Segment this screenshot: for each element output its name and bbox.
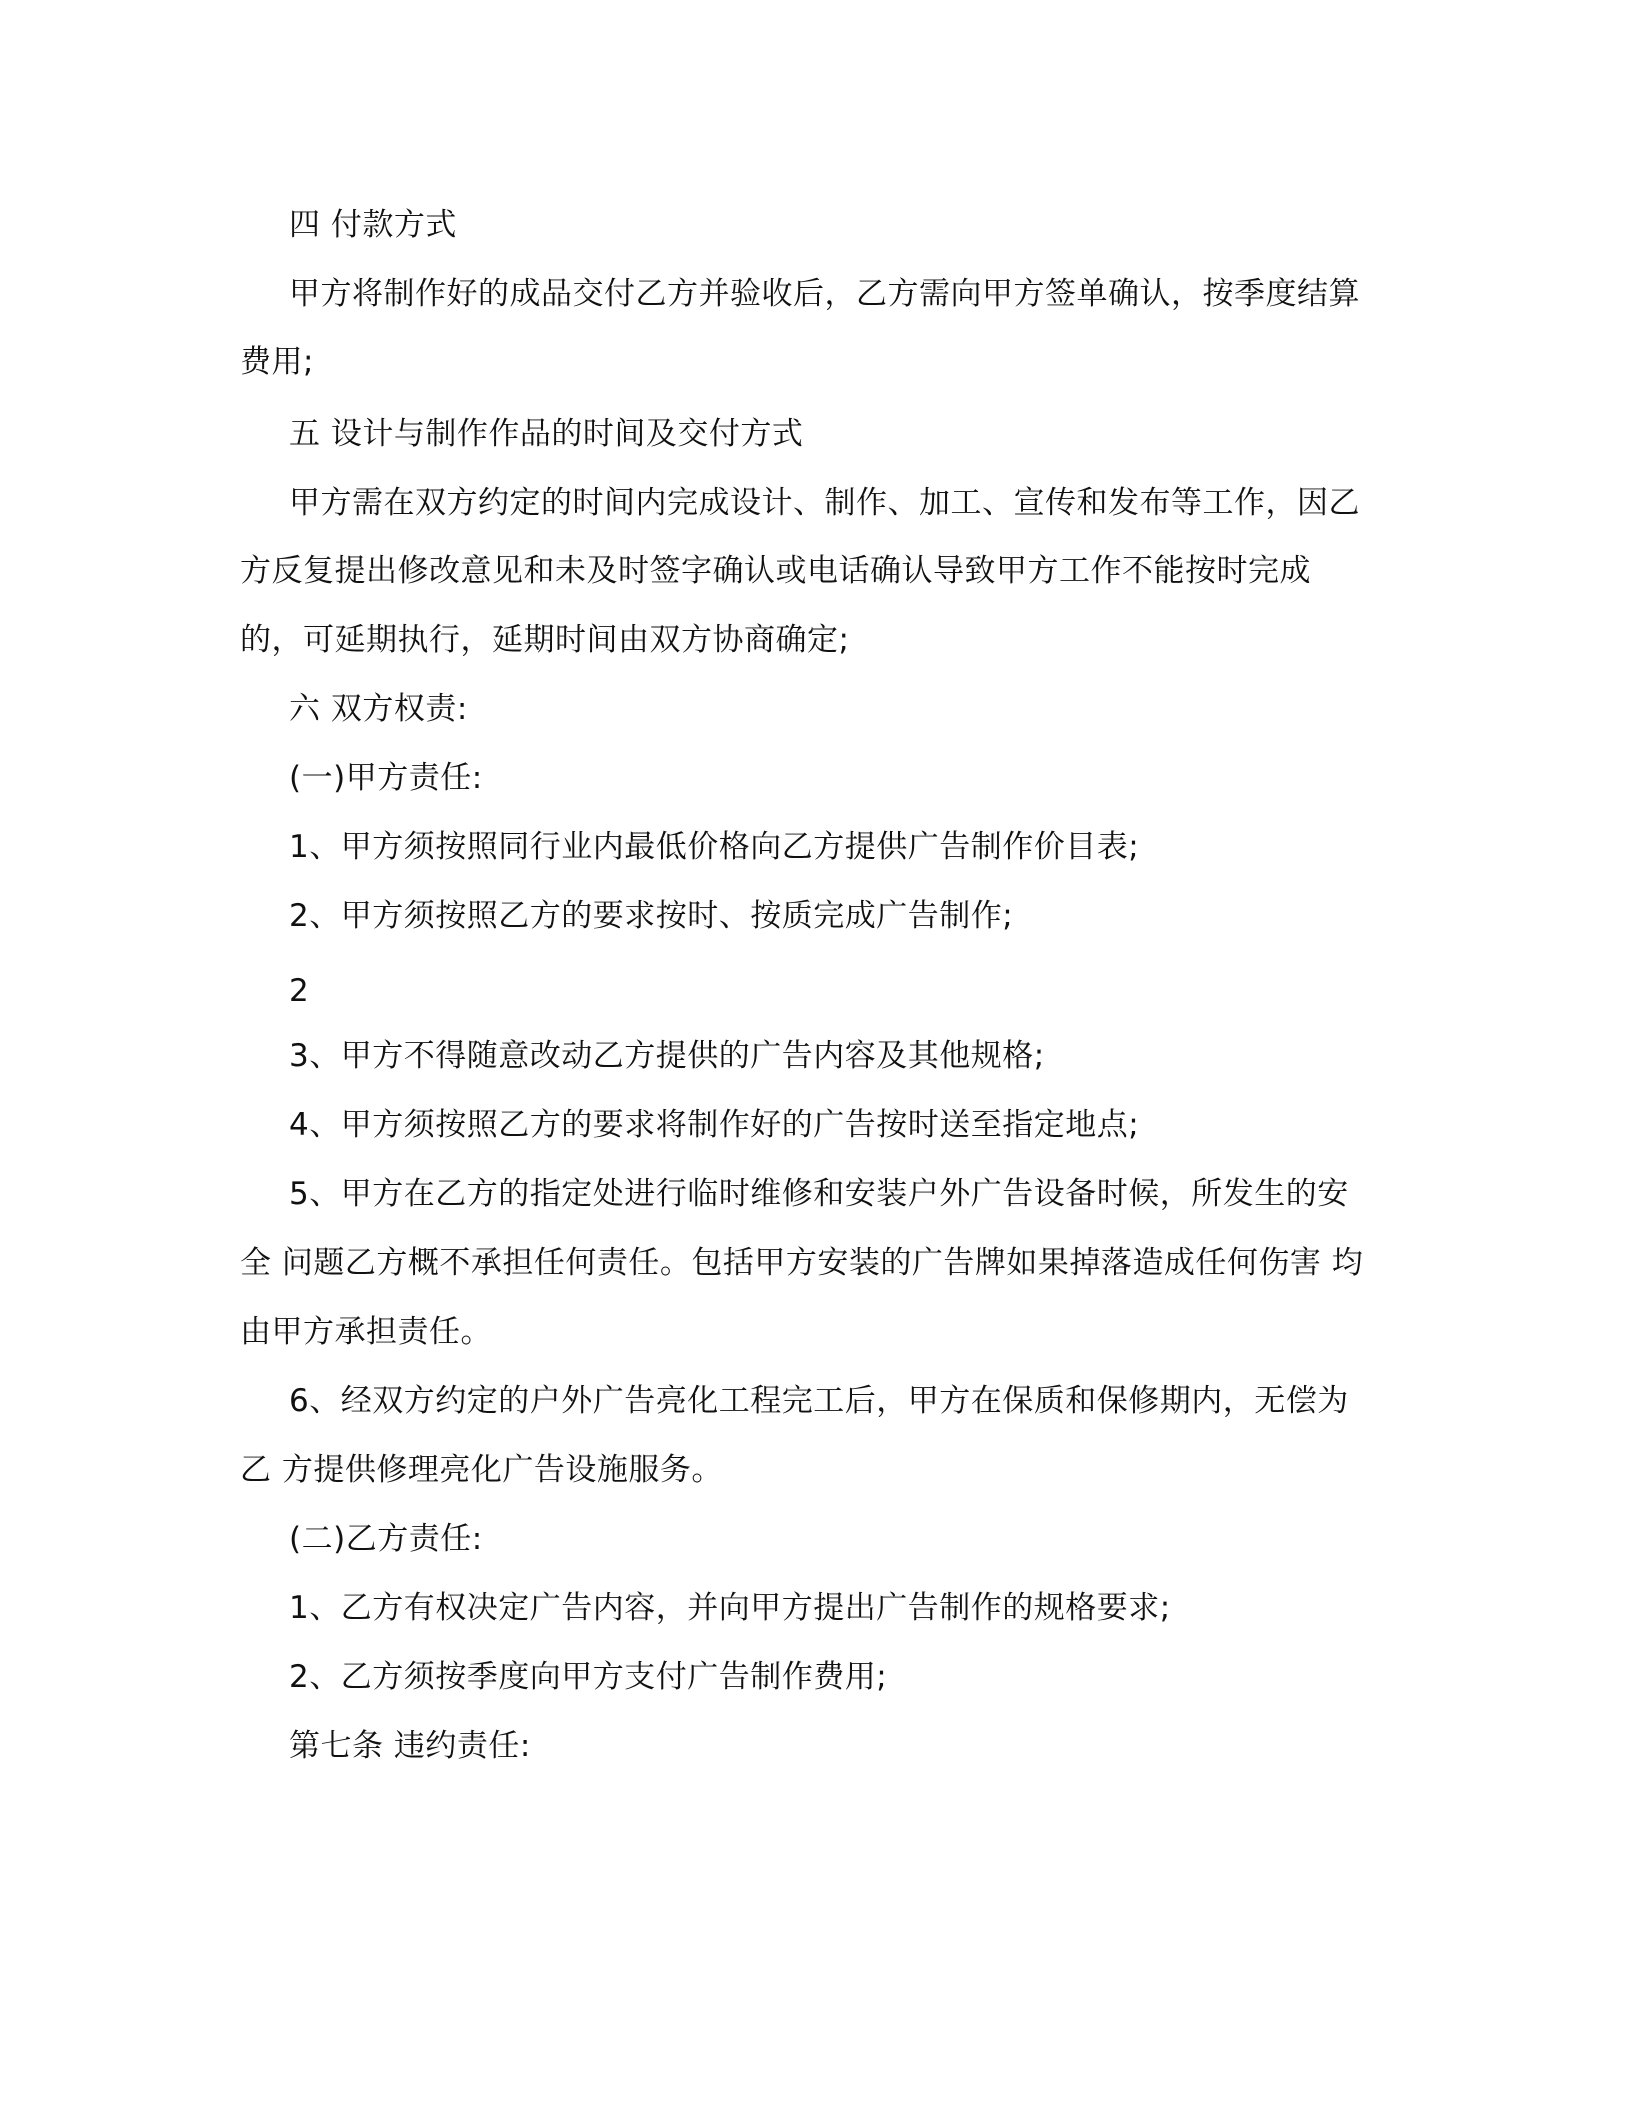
paragraph-line: 方反复提出修改意见和未及时签字确认或电话确认导致甲方工作不能按时完成 (240, 553, 1311, 589)
subsection-heading-party-a: (一)甲方责任: (289, 760, 483, 796)
section-heading-timing: 五 设计与制作作品的时间及交付方式 (289, 416, 804, 452)
list-item: 5、甲方在乙方的指定处进行临时维修和安装户外广告设备时候，所发生的安 (289, 1176, 1349, 1212)
list-item: 2、甲方须按照乙方的要求按时、按质完成广告制作; (289, 898, 1014, 934)
subsection-heading-party-b: (二)乙方责任: (289, 1521, 483, 1557)
paragraph-line: 甲方将制作好的成品交付乙方并验收后，乙方需向甲方签单确认，按季度结算 (289, 276, 1360, 312)
paragraph-line: 的，可延期执行，延期时间由双方协商确定; (240, 622, 850, 658)
page-number: 2 (289, 973, 310, 1009)
paragraph-line: 费用; (240, 344, 314, 380)
paragraph-line: 全 问题乙方概不承担任何责任。包括甲方安装的广告牌如果掉落造成任何伤害 均 (240, 1245, 1364, 1281)
list-item: 4、甲方须按照乙方的要求将制作好的广告按时送至指定地点; (289, 1107, 1140, 1143)
section-heading-rights: 六 双方权责: (289, 691, 468, 727)
list-item: 3、甲方不得随意改动乙方提供的广告内容及其他规格; (289, 1038, 1045, 1074)
paragraph-line: 甲方需在双方约定的时间内完成设计、制作、加工、宣传和发布等工作，因乙 (289, 485, 1360, 521)
list-item: 1、甲方须按照同行业内最低价格向乙方提供广告制作价目表; (289, 829, 1140, 865)
list-item: 6、经双方约定的户外广告亮化工程完工后，甲方在保质和保修期内，无偿为 (289, 1383, 1349, 1419)
paragraph-line: 乙 方提供修理亮化广告设施服务。 (240, 1452, 723, 1488)
list-item: 2、乙方须按季度向甲方支付广告制作费用; (289, 1659, 888, 1695)
paragraph-line: 由甲方承担责任。 (240, 1314, 492, 1350)
list-item: 1、乙方有权决定广告内容，并向甲方提出广告制作的规格要求; (289, 1590, 1171, 1626)
section-heading-payment: 四 付款方式 (289, 207, 457, 243)
article-heading-liability: 第七条 违约责任: (289, 1728, 531, 1764)
